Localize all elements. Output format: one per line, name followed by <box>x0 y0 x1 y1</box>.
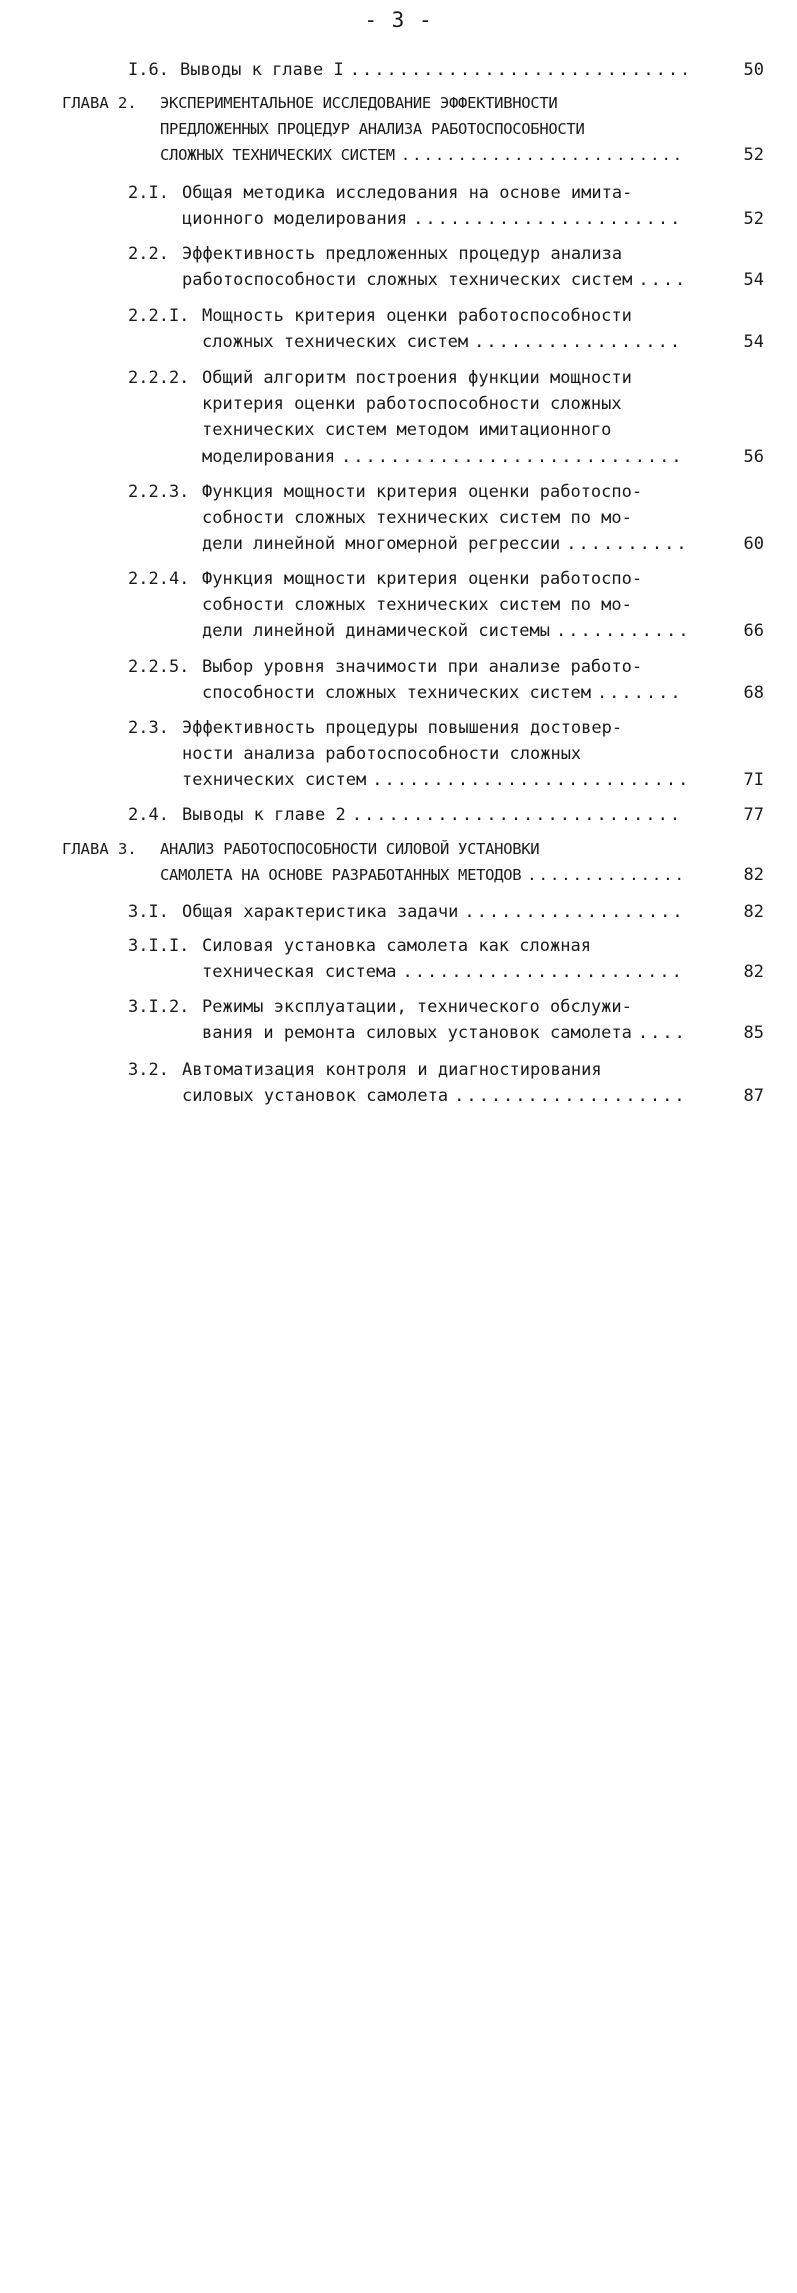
toc-entry-page: 7I <box>743 770 764 791</box>
toc-entry-title-line <box>182 206 686 232</box>
toc-entry-number: 2.4. <box>128 805 169 825</box>
toc-entry-title-text: СЛОЖНЫХ ТЕХНИЧЕСКИХ СИСТЕМ <box>160 146 395 165</box>
dot-leader <box>401 142 686 168</box>
dot-leader <box>402 959 686 985</box>
dot-leader <box>352 802 686 828</box>
toc-entry-title-line: Эффективность процедуры повышения достовер- <box>182 718 623 738</box>
toc-entry-title-text: силовых установок самолета <box>182 1086 449 1107</box>
dot-leader <box>413 206 686 232</box>
dot-leader <box>556 618 686 644</box>
toc-entry-title <box>202 654 686 706</box>
toc-entry-number: ГЛАВА 2. <box>62 94 137 112</box>
toc-entry-page: 52 <box>743 209 764 230</box>
toc-entry-title-text: моделирования <box>202 446 336 467</box>
toc-entry-title-line <box>182 767 686 793</box>
dot-leader <box>638 267 686 293</box>
toc-entry-title-line <box>202 680 686 706</box>
toc-entry-title <box>182 1057 686 1109</box>
toc-entry-title <box>180 57 686 83</box>
toc-entry-title-line: АНАЛИЗ РАБОТОСПОСОБНОСТИ СИЛОВОЙ УСТАНОВКИ <box>160 840 540 858</box>
toc-entry-number: 3.I. <box>128 902 169 922</box>
toc-entry-title-line <box>202 959 686 985</box>
toc-entry-title <box>160 90 686 169</box>
toc-entry-title-text: вания и ремонта силовых установок самолета <box>202 1023 632 1044</box>
toc-entry-title <box>182 241 686 293</box>
toc-entry-title <box>182 802 686 828</box>
toc-entry-title-text: Общая характеристика задачи <box>182 902 459 922</box>
dot-leader <box>527 862 686 888</box>
dot-leader <box>350 57 686 83</box>
toc-entry-title-line <box>182 899 686 925</box>
toc-entry-page: 82 <box>743 962 764 983</box>
toc-entry-title-line: Режимы эксплуатации, технического обслужи- <box>202 997 632 1017</box>
toc-entry-number: 2.2.3. <box>128 482 190 502</box>
toc-entry-title-text: Выводы к главе I <box>180 60 344 80</box>
toc-entry-number: 3.I.2. <box>128 997 190 1017</box>
toc-entry-page: 54 <box>743 270 764 291</box>
toc-entry-page: 56 <box>743 446 764 467</box>
toc-entry-title-text: САМОЛЕТА НА ОСНОВЕ РАЗРАБОТАННЫХ МЕТОДОВ <box>160 866 522 885</box>
toc-entry-page: 68 <box>743 683 764 704</box>
toc-entry-title-line: Общая методика исследования на основе имита- <box>182 183 633 203</box>
toc-entry-title <box>202 933 686 985</box>
toc-entry-title <box>202 994 686 1046</box>
toc-entry-title-line <box>202 531 686 557</box>
toc-entry-title-line <box>202 1020 686 1046</box>
toc-entry-title-line <box>202 444 686 470</box>
toc-entry-page: 60 <box>743 534 764 555</box>
toc-entry-title-text: технических систем <box>182 770 367 791</box>
toc-entry-number: 3.2. <box>128 1060 169 1080</box>
toc-entry-title-text: сложных технических систем <box>202 332 469 353</box>
toc-entry-page: 52 <box>743 145 764 166</box>
toc-entry-title-text: Выводы к главе 2 <box>182 805 346 825</box>
dot-leader <box>372 767 686 793</box>
toc-entry-title-line <box>202 618 686 644</box>
toc-entry-title-line: Автоматизация контроля и диагностирования <box>182 1060 602 1080</box>
toc-entry-number: 2.2.4. <box>128 569 190 589</box>
toc-entry-title-line: ПРЕДЛОЖЕННЫХ ПРОЦЕДУР АНАЛИЗА РАБОТОСПОСОБНОСТИ <box>160 120 585 139</box>
toc-entry-page: 77 <box>743 805 764 825</box>
dot-leader <box>597 680 686 706</box>
toc-entry-number: 2.2.I. <box>128 306 190 326</box>
toc-entry-title-line: ЭКСПЕРИМЕНТАЛЬНОЕ ИССЛЕДОВАНИЕ ЭФФЕКТИВНОСТИ <box>160 94 558 112</box>
toc-entry-number: I.6. <box>128 60 169 80</box>
toc-entry-number: 3.I.I. <box>128 936 190 956</box>
toc-entry-title <box>202 303 686 355</box>
toc-entry-title-line: Эффективность предложенных процедур анализа <box>182 244 623 264</box>
toc-entry-number: ГЛАВА 3. <box>62 840 137 858</box>
toc-entry-title-text: техническая система <box>202 962 397 983</box>
toc-entry-title-line: Общий алгоритм построения функции мощности <box>202 368 632 388</box>
toc-entry-page: 50 <box>743 60 764 80</box>
toc-entry-title-line: Функция мощности критерия оценки работоспо- <box>202 482 643 502</box>
toc-entry-title-line: Мощность критерия оценки работоспособности <box>202 306 632 326</box>
toc-entry-title-text: работоспособности сложных технических систем <box>182 270 633 291</box>
toc-entry-title <box>160 836 686 888</box>
toc-entry-title-line: Функция мощности критерия оценки работоспо- <box>202 569 643 589</box>
toc-entry-page: 82 <box>743 902 764 922</box>
toc-entry-title-text: дели линейной динамической системы <box>202 621 550 642</box>
dot-leader <box>454 1083 686 1109</box>
toc-entry-title-text: способности сложных технических систем <box>202 683 591 704</box>
toc-entry-title <box>202 479 686 558</box>
toc-entry-title-line: собности сложных технических систем по мо- <box>202 595 632 616</box>
toc-entry-title <box>182 715 686 794</box>
page-number: - 3 - <box>364 8 433 32</box>
toc-entry-title-line: критерия оценки работоспособности сложных <box>202 394 622 415</box>
toc-entry-number: 2.2. <box>128 244 169 264</box>
toc-entry-page: 87 <box>743 1086 764 1107</box>
toc-entry-title-line <box>180 57 686 83</box>
toc-entry-title <box>182 899 686 925</box>
toc-entry-title-line <box>182 802 686 828</box>
toc-entry-page: 54 <box>743 332 764 353</box>
dot-leader <box>464 899 686 925</box>
toc-entry-title-line: Силовая установка самолета как сложная <box>202 936 591 956</box>
toc-entry-title-line: Выбор уровня значимости при анализе работо- <box>202 657 643 677</box>
toc-entry-title-text: дели линейной многомерной регрессии <box>202 534 561 555</box>
toc-entry-page: 85 <box>743 1023 764 1044</box>
toc-entry-title-line: собности сложных технических систем по мо- <box>202 508 632 529</box>
toc-entry-number: 2.I. <box>128 183 169 203</box>
toc-entry-title-line: ности анализа работоспособности сложных <box>182 744 582 765</box>
toc-entry-page: 66 <box>743 621 764 642</box>
toc-entry-number: 2.3. <box>128 718 169 738</box>
dot-leader <box>341 444 686 470</box>
toc-entry-title-line <box>182 267 686 293</box>
toc-entry-title <box>202 566 686 645</box>
dot-leader <box>566 531 686 557</box>
toc-entry-title-line: технических систем методом имитационного <box>202 420 612 441</box>
toc-entry-title <box>182 180 686 232</box>
dot-leader <box>638 1020 686 1046</box>
toc-entry-title <box>202 365 686 470</box>
toc-entry-title-line <box>160 142 686 168</box>
toc-entry-title-line <box>202 329 686 355</box>
toc-entry-title-line <box>182 1083 686 1109</box>
toc-entry-number: 2.2.2. <box>128 368 190 388</box>
toc-entry-number: 2.2.5. <box>128 657 190 677</box>
dot-leader <box>474 329 686 355</box>
toc-entry-title-text: ционного моделирования <box>182 209 408 230</box>
toc-entry-page: 82 <box>743 865 764 886</box>
toc-entry-title-line <box>160 862 686 888</box>
